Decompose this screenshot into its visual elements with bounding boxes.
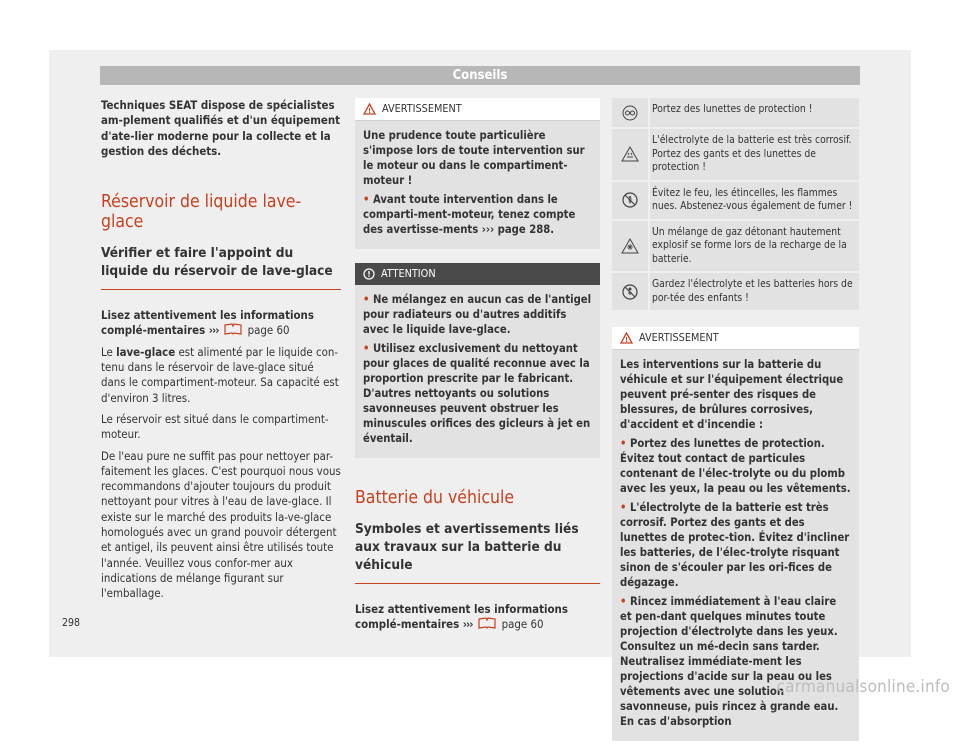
warning-triangle-icon xyxy=(363,103,376,115)
attention-box xyxy=(355,263,600,458)
warning-bullet-3 xyxy=(620,594,851,729)
symbol-text: Un mélange de gaz détonant hautement explosif se forme lors de la recharge de la batterie. xyxy=(648,221,859,272)
bullet-dot: • xyxy=(363,193,370,206)
arrows-glyph: ››› xyxy=(208,323,219,338)
book-icon xyxy=(478,617,496,629)
page-number: 298 xyxy=(62,617,81,629)
warning-box-header xyxy=(612,327,859,350)
washer-paragraph-3: De l'eau pure ne suffit pas pour nettoyer par-faitement les glaces. C'est pourquoi nous vous recommandons d'ajouter toujours du produit nettoyant pour vitres à l'eau de lave-glace. Il existe sur le marché des produits la-ve-glace homologués avec un grand pouvoir détergent et antigel, ils peuvent ainsi être utilisés toute l'année. Veuillez vous confor-mer aux indications de mélange figurant sur l'emballage. xyxy=(101,448,341,601)
warning-paragraph: Les interventions sur la batterie du véhicule et sur l'équipement électrique peuvent pré-senter des risques de blessures, de brûlures corrosives, d'accident et d'incendie : xyxy=(620,358,844,431)
battery-symbols-table xyxy=(612,98,859,312)
symbol-text: Évitez le feu, les étincelles, les flammes nues. Abstenez-vous également de fumer ! xyxy=(648,182,859,219)
keep-away-children-icon xyxy=(622,284,638,300)
para1-pre: Le xyxy=(101,344,117,359)
warning-bullet-2-text: L'électrolyte de la batterie est très corrosif. Portez des gants et des lunettes de protec-tion. Évitez d'incliner les batteries, de l'élec-trolyte risquant sinon de s'écouler par les ori-fices de dégazage. xyxy=(620,501,850,589)
section-title-washer: Réservoir de liquide lave-glace xyxy=(101,192,302,233)
read-more-text: Lisez attentivement les informations complé-mentaires xyxy=(101,308,314,338)
warning-triangle-icon xyxy=(620,332,633,344)
book-icon xyxy=(224,323,242,335)
attention-bullet-2 xyxy=(363,341,592,446)
symbol-row xyxy=(612,221,859,274)
attention-box-body xyxy=(355,285,600,458)
symbol-text: L'électrolyte de la batterie est très corrosif. Portez des gants et des lunettes de protection ! xyxy=(648,129,859,180)
column-right xyxy=(612,98,859,755)
attention-bullet-1-text: Ne mélangez en aucun cas de l'antigel pour radiateurs ou d'autres additifs avec le liquide lave-glace. xyxy=(363,293,592,336)
attention-circle-icon xyxy=(363,268,375,280)
goggles-icon xyxy=(622,105,638,121)
section-title-battery: Batterie du véhicule xyxy=(355,488,515,508)
no-fire-icon xyxy=(622,192,638,208)
symbol-text: Gardez l'électrolyte et les batteries hors de por-tée des enfants ! xyxy=(648,273,859,310)
attention-bullet-2-text: Utilisez exclusivement du nettoyant pour glaces de qualité reconnue avec la proportion prescrite par le fabricant. D'autres nettoyants ou solutions savonneuses peuvent obstruer les minuscules orifices des gicleurs à jet en éventail. xyxy=(363,342,591,445)
arrows-glyph: ››› xyxy=(462,617,473,632)
bullet-dot: • xyxy=(363,342,370,355)
column-middle xyxy=(355,98,600,639)
read-more-line xyxy=(101,308,341,339)
warning-bullet-1-text: Portez des lunettes de protection. Évitez tout contact de particules contenant de l'élec-trolyte ou du plomb avec les yeux, la peau ou les vêtements. xyxy=(620,437,851,495)
subtitle-washer: Vérifier et faire l'appoint du liquide du réservoir de lave-glace xyxy=(101,244,341,290)
svg-text:!: ! xyxy=(368,106,371,115)
warning-box-body xyxy=(355,121,600,249)
page-reference-link[interactable]: page 60 xyxy=(501,617,544,632)
page-header-title: Conseils xyxy=(100,66,860,85)
warning-box-engine xyxy=(355,98,600,249)
attention-box-header xyxy=(355,263,600,285)
para1-post: est alimenté par le liquide con-tenu dans le réservoir de lave-glace situé dans le compartiment-moteur. Sa capacité est d'environ 3 litres. xyxy=(101,344,339,405)
column-left xyxy=(101,98,341,608)
read-more-text: Lisez attentivement les informations complé-mentaires xyxy=(355,602,568,632)
page-reference-link[interactable]: page 60 xyxy=(247,323,290,338)
warning-bullet-2 xyxy=(620,500,851,590)
corrosive-icon xyxy=(621,146,639,162)
symbol-row xyxy=(612,182,859,221)
bullet-dot: • xyxy=(620,437,627,450)
read-more-line-2 xyxy=(355,602,600,633)
washer-paragraph-1 xyxy=(101,345,341,406)
para1-bold: lave-glace xyxy=(116,344,176,359)
warning-bullet-3-text: Rincez immédiatement à l'eau claire et pen-dant quelques minutes toute projection d'électrolyte dans les yeux. Consultez un mé-decin sans tarder. Neutralisez immédiate-ment les projections d'acide sur la peau ou les vêtements avec une solution savonneuse, puis rincez à grande eau. En cas d'absorption xyxy=(620,595,839,728)
warning-page-ref[interactable]: ››› page 288. xyxy=(481,223,555,236)
symbol-text: Portez des lunettes de protection ! xyxy=(648,98,859,127)
attention-bullet-1 xyxy=(363,292,592,337)
warning-box-header xyxy=(355,98,600,121)
warning-bullet-1 xyxy=(620,436,851,496)
watermark: carmanualsonline.info xyxy=(776,677,950,697)
explosive-icon xyxy=(621,238,639,254)
warning-bullet xyxy=(363,192,592,237)
bullet-dot: • xyxy=(620,595,627,608)
warning-title: AVERTISSEMENT xyxy=(382,102,462,115)
warning-paragraph: Une prudence toute particulière s'impose lors de toute intervention sur le moteur ou dans le compartiment-moteur ! xyxy=(363,129,585,187)
warning-title: AVERTISSEMENT xyxy=(639,331,719,344)
subtitle-battery: Symboles et avertissements liés aux travaux sur la batterie du véhicule xyxy=(355,520,600,584)
warning-bullet-text: Avant toute intervention dans le comparti-ment-moteur, tenez compte des avertisse-ments xyxy=(363,193,576,236)
symbol-row xyxy=(612,98,859,129)
recycling-note: Techniques SEAT dispose de spécialistes am-plement qualifiés et d'un équipement d'ate-lier moderne pour la collecte et la gestion des déchets. xyxy=(101,98,341,158)
svg-text:!: ! xyxy=(625,335,628,344)
attention-title: ATTENTION xyxy=(381,267,436,280)
washer-paragraph-2: Le réservoir est situé dans le compartiment-moteur. xyxy=(101,411,329,442)
symbol-row xyxy=(612,273,859,312)
bullet-dot: • xyxy=(363,293,370,306)
bullet-dot: • xyxy=(620,501,627,514)
symbol-row xyxy=(612,129,859,182)
svg-text:!: ! xyxy=(367,270,371,279)
